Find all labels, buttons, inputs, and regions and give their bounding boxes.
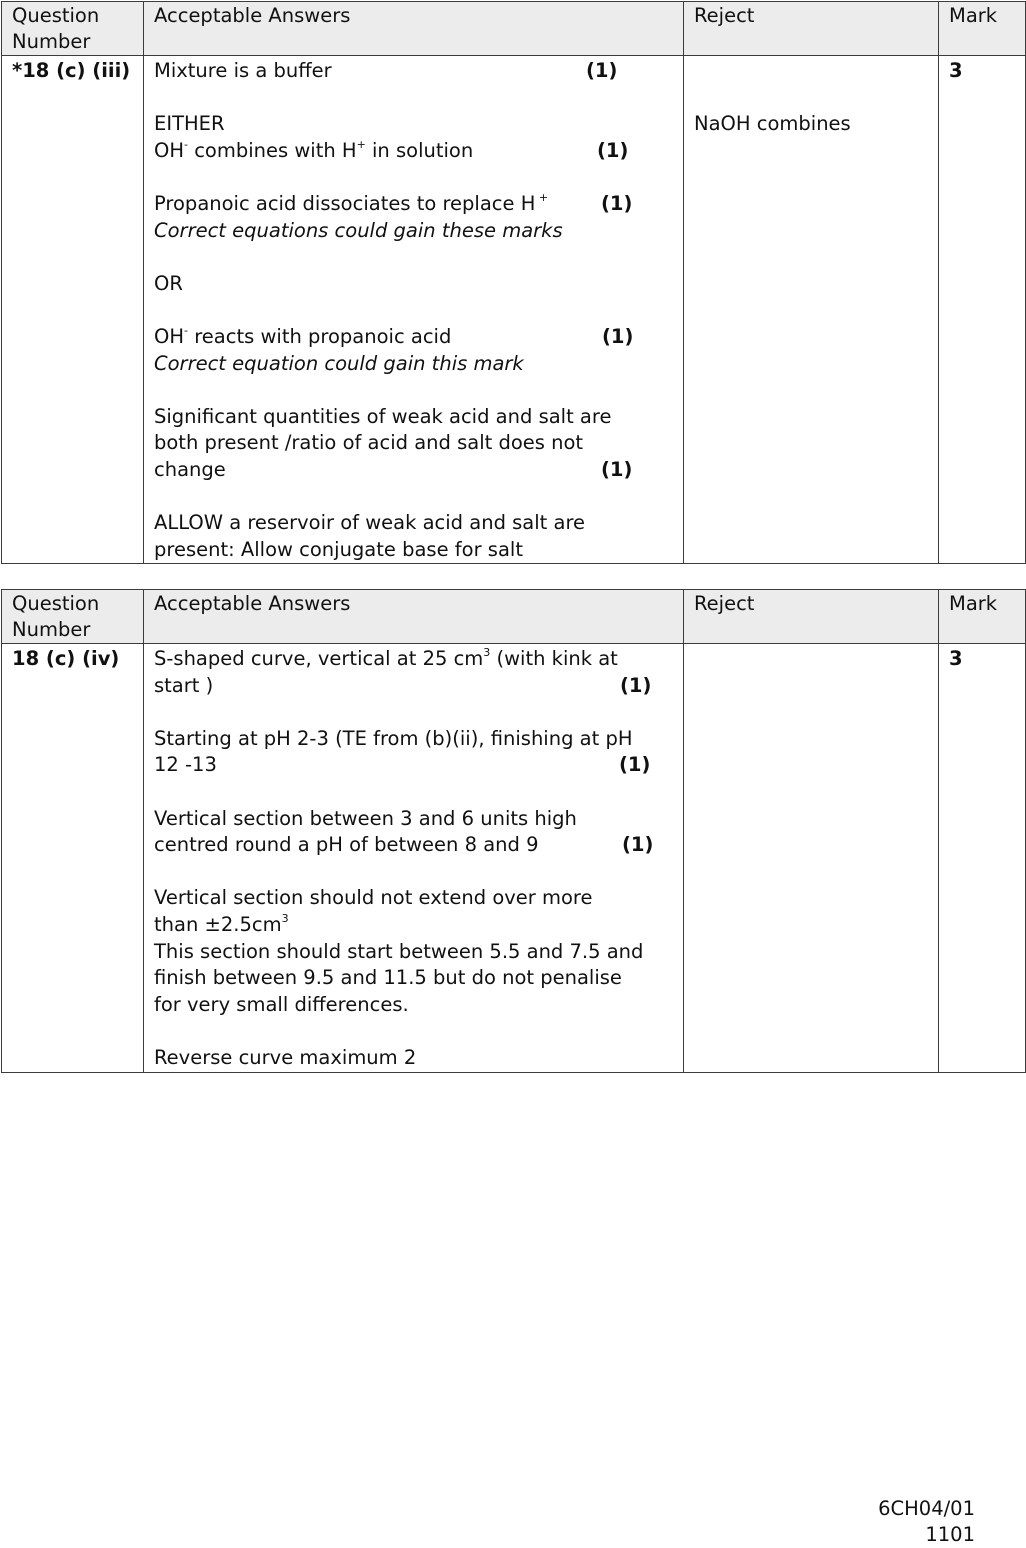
- mark-scheme-table-2: [1, 589, 1026, 1073]
- answer-line: finish between 9.5 and 11.5 but do not penalise: [154, 966, 622, 990]
- reject-cell: [684, 644, 939, 1073]
- answer-note: Correct equations could gain these marks: [154, 218, 563, 242]
- paper-code: 6CH04/01: [878, 1497, 975, 1520]
- answer-line: Mixture is a buffer (1): [154, 58, 673, 85]
- mark-allocation: (1): [586, 59, 618, 82]
- answer-line: 12 -13 (1): [154, 752, 673, 779]
- mark-cell: 3: [939, 644, 1026, 1073]
- answer-line: start ) (1): [154, 673, 673, 700]
- answer-line: OR: [154, 271, 183, 295]
- answer-line: Reverse curve maximum 2: [154, 1045, 417, 1069]
- answer-line: change (1): [154, 457, 673, 484]
- answer-line: S-shaped curve, vertical at 25 $cm^3$ (with kink at: [154, 646, 618, 670]
- answer-line: for very small differences.: [154, 992, 409, 1016]
- question-number-cell: 18 (c) (iv): [2, 644, 144, 1073]
- table-row: [2, 644, 1026, 1073]
- answer-line: centred round a pH of between 8 and 9 (1): [154, 832, 673, 859]
- mark-allocation: (1): [602, 324, 634, 348]
- header-question-number: Question Number: [2, 590, 144, 644]
- acceptable-answers-cell: [144, 56, 684, 564]
- answer-line: This section should start between 5.5 and 7.5 and: [154, 939, 644, 963]
- answer-line: both present /ratio of acid and salt does not: [154, 431, 584, 455]
- answer-note: Correct equation could gain this mark: [154, 351, 524, 375]
- header-acceptable-answers: Acceptable Answers: [144, 2, 684, 56]
- table-header-row: [2, 590, 1026, 644]
- page-footer: [878, 1496, 975, 1548]
- reject-cell: NaOH combines: [684, 56, 939, 564]
- answer-line: Vertical section between 3 and 6 units high: [154, 806, 577, 830]
- header-mark: Mark: [939, 590, 1026, 644]
- answer-line: Significant quantities of weak acid and salt are: [154, 404, 612, 428]
- answer-line: OH- reacts with propanoic acid (1): [154, 324, 673, 351]
- header-mark: Mark: [939, 2, 1026, 56]
- mark-allocation: (1): [601, 191, 633, 215]
- table-header-row: [2, 2, 1026, 56]
- answer-line: present: Allow conjugate base for salt: [154, 537, 523, 561]
- mark-allocation: (1): [601, 457, 633, 481]
- answer-line: than $\pm 2.5cm^3$: [154, 911, 289, 936]
- answer-line: OH- combines with H+ in solution (1): [154, 138, 673, 165]
- mark-allocation: (1): [619, 753, 651, 777]
- page-number: 1101: [925, 1523, 975, 1546]
- mark-allocation: (1): [622, 833, 654, 857]
- header-reject: Reject: [684, 2, 939, 56]
- answer-line: EITHER: [154, 112, 225, 136]
- mark-allocation: (1): [620, 673, 652, 697]
- answer-line: ALLOW a reservoir of weak acid and salt are: [154, 511, 586, 535]
- table-row: [2, 56, 1026, 564]
- header-acceptable-answers: Acceptable Answers: [144, 590, 684, 644]
- acceptable-answers-cell: [144, 644, 684, 1073]
- header-reject: Reject: [684, 590, 939, 644]
- header-question-number: Question Number: [2, 2, 144, 56]
- mark-allocation: (1): [597, 138, 629, 162]
- mark-cell: 3: [939, 56, 1026, 564]
- answer-line: Vertical section should not extend over more: [154, 886, 593, 910]
- answer-line: Starting at pH 2-3 (TE from (b)(ii), finishing at pH: [154, 726, 633, 750]
- answer-line: Propanoic acid dissociates to replace H + (1): [154, 191, 673, 218]
- question-number-cell: *18 (c) (iii): [2, 56, 144, 564]
- mark-scheme-table-1: [1, 1, 1026, 564]
